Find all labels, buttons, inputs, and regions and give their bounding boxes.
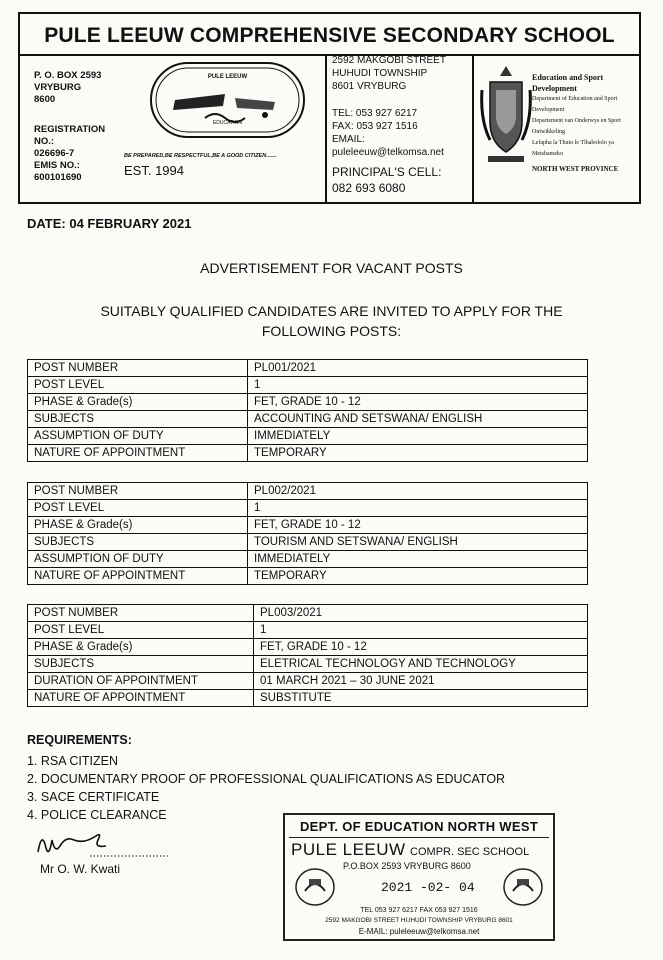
document-date: DATE: 04 FEBRUARY 2021 [27, 216, 192, 231]
list-item: 1. RSA CITIZEN [27, 754, 118, 768]
registration-info: REGISTRATION NO.: 026696-7 EMIS NO.: 600101690 [34, 124, 106, 183]
table-row: POST NUMBER PL002/2021 [28, 483, 588, 500]
advertisement-heading: ADVERTISEMENT FOR VACANT POSTS [200, 260, 463, 276]
list-item: 2. DOCUMENTARY PROOF OF PROFESSIONAL QUALIFICATIONS AS EDUCATOR [27, 772, 506, 786]
contact-details: 2592 MAKGOBI STREET HUHUDI TOWNSHIP 8601 VRYBURG TEL: 053 927 6217 FAX: 053 927 1516 EMAIL: puleleeuw@telkomsa.net [332, 55, 446, 158]
letterhead [18, 12, 641, 204]
school-motto: BE PREPARED,BE RESPECTFUL,BE A GOOD CITIZEN....... [124, 153, 277, 159]
table-row: ASSUMPTION OF DUTY IMMEDIATELY [28, 428, 588, 445]
logo-text-bottom: EDUCATION [212, 120, 243, 126]
table-row: NATURE OF APPOINTMENT SUBSTITUTE [28, 690, 588, 707]
department-text: Education and Sport Development Department of Education and Sport Development Departement van Onderwys en Sport Ontwikkeling Lefapha la Thuto le Tlhabololo ya Metshameko NORTH WEST PROVINCE [532, 73, 621, 173]
table-row: POST LEVEL 1 [28, 500, 588, 517]
table-row: POST NUMBER PL001/2021 [28, 360, 588, 377]
table-row: SUBJECTS ELETRICAL TECHNOLOGY AND TECHNOLOGY [28, 656, 588, 673]
table-row: POST LEVEL 1 [28, 377, 588, 394]
table-row: NATURE OF APPOINTMENT TEMPORARY [28, 568, 588, 585]
list-item: 3. SACE CERTIFICATE [27, 790, 160, 804]
table-row: NATURE OF APPOINTMENT TEMPORARY [28, 445, 588, 462]
table-row: PHASE & Grade(s) FET, GRADE 10 - 12 [28, 517, 588, 534]
list-item: 4. POLICE CLEARANCE [27, 808, 167, 822]
postal-address: P. O. BOX 2593 VRYBURG 8600 [34, 70, 102, 105]
principal-contact: PRINCIPAL'S CELL: 082 693 6080 [332, 165, 442, 195]
table-row: PHASE & Grade(s) FET, GRADE 10 - 12 [28, 639, 588, 656]
letterhead-column-divider [472, 54, 474, 204]
table-row: SUBJECTS ACCOUNTING AND SETSWANA/ ENGLISH [28, 411, 588, 428]
stamp-po-box: P.O.BOX 2593 VRYBURG 8600 [343, 861, 471, 871]
stamp-line-1: DEPT. OF EDUCATION NORTH WEST [299, 819, 539, 834]
stamp-crest-icon [293, 865, 337, 909]
table-row: DURATION OF APPOINTMENT 01 MARCH 2021 – 30 JUNE 2021 [28, 673, 588, 690]
official-stamp [283, 813, 555, 941]
post-table-2 [27, 482, 588, 585]
logo-text-top: PULE LEEUW [207, 74, 248, 80]
coat-of-arms-icon [480, 60, 532, 170]
established-year: EST. 1994 [124, 163, 184, 178]
table-row: POST NUMBER PL003/2021 [28, 605, 588, 622]
stamp-address: 2592 MAKGOBI STREET HUHUDI TOWNSHIP VRYBURG 8601 [325, 917, 513, 924]
school-name: PULE LEEUW COMPREHENSIVE SECONDARY SCHOOL [44, 24, 615, 47]
signature [32, 826, 172, 862]
intro-line-1: SUITABLY QUALIFIED CANDIDATES ARE INVITED TO APPLY FOR THE [100, 303, 563, 319]
stamp-divider [289, 837, 549, 838]
table-row: SUBJECTS TOURISM AND SETSWANA/ ENGLISH [28, 534, 588, 551]
stamp-date: 2021 -02- 04 [381, 880, 475, 895]
post-table-3 [27, 604, 588, 707]
table-row: PHASE & Grade(s) FET, GRADE 10 - 12 [28, 394, 588, 411]
stamp-email: E-MAIL: puleleeuw@telkomsa.net [358, 927, 480, 936]
school-logo [145, 60, 310, 140]
stamp-tel-fax: TEL 053 927 6217 FAX 053 927 1516 [360, 907, 478, 914]
table-row: POST LEVEL 1 [28, 622, 588, 639]
stamp-crest-icon [501, 865, 545, 909]
stamp-line-2: PULE LEEUW COMPR. SEC SCHOOL [291, 840, 530, 859]
requirements-title: REQUIREMENTS: [27, 733, 132, 747]
letterhead-column-divider [325, 54, 327, 204]
post-table-1 [27, 359, 588, 462]
table-row: ASSUMPTION OF DUTY IMMEDIATELY [28, 551, 588, 568]
signatory-name: Mr O. W. Kwati [40, 862, 121, 876]
intro-line-2: FOLLOWING POSTS: [261, 323, 402, 339]
letterhead-divider [20, 54, 639, 56]
